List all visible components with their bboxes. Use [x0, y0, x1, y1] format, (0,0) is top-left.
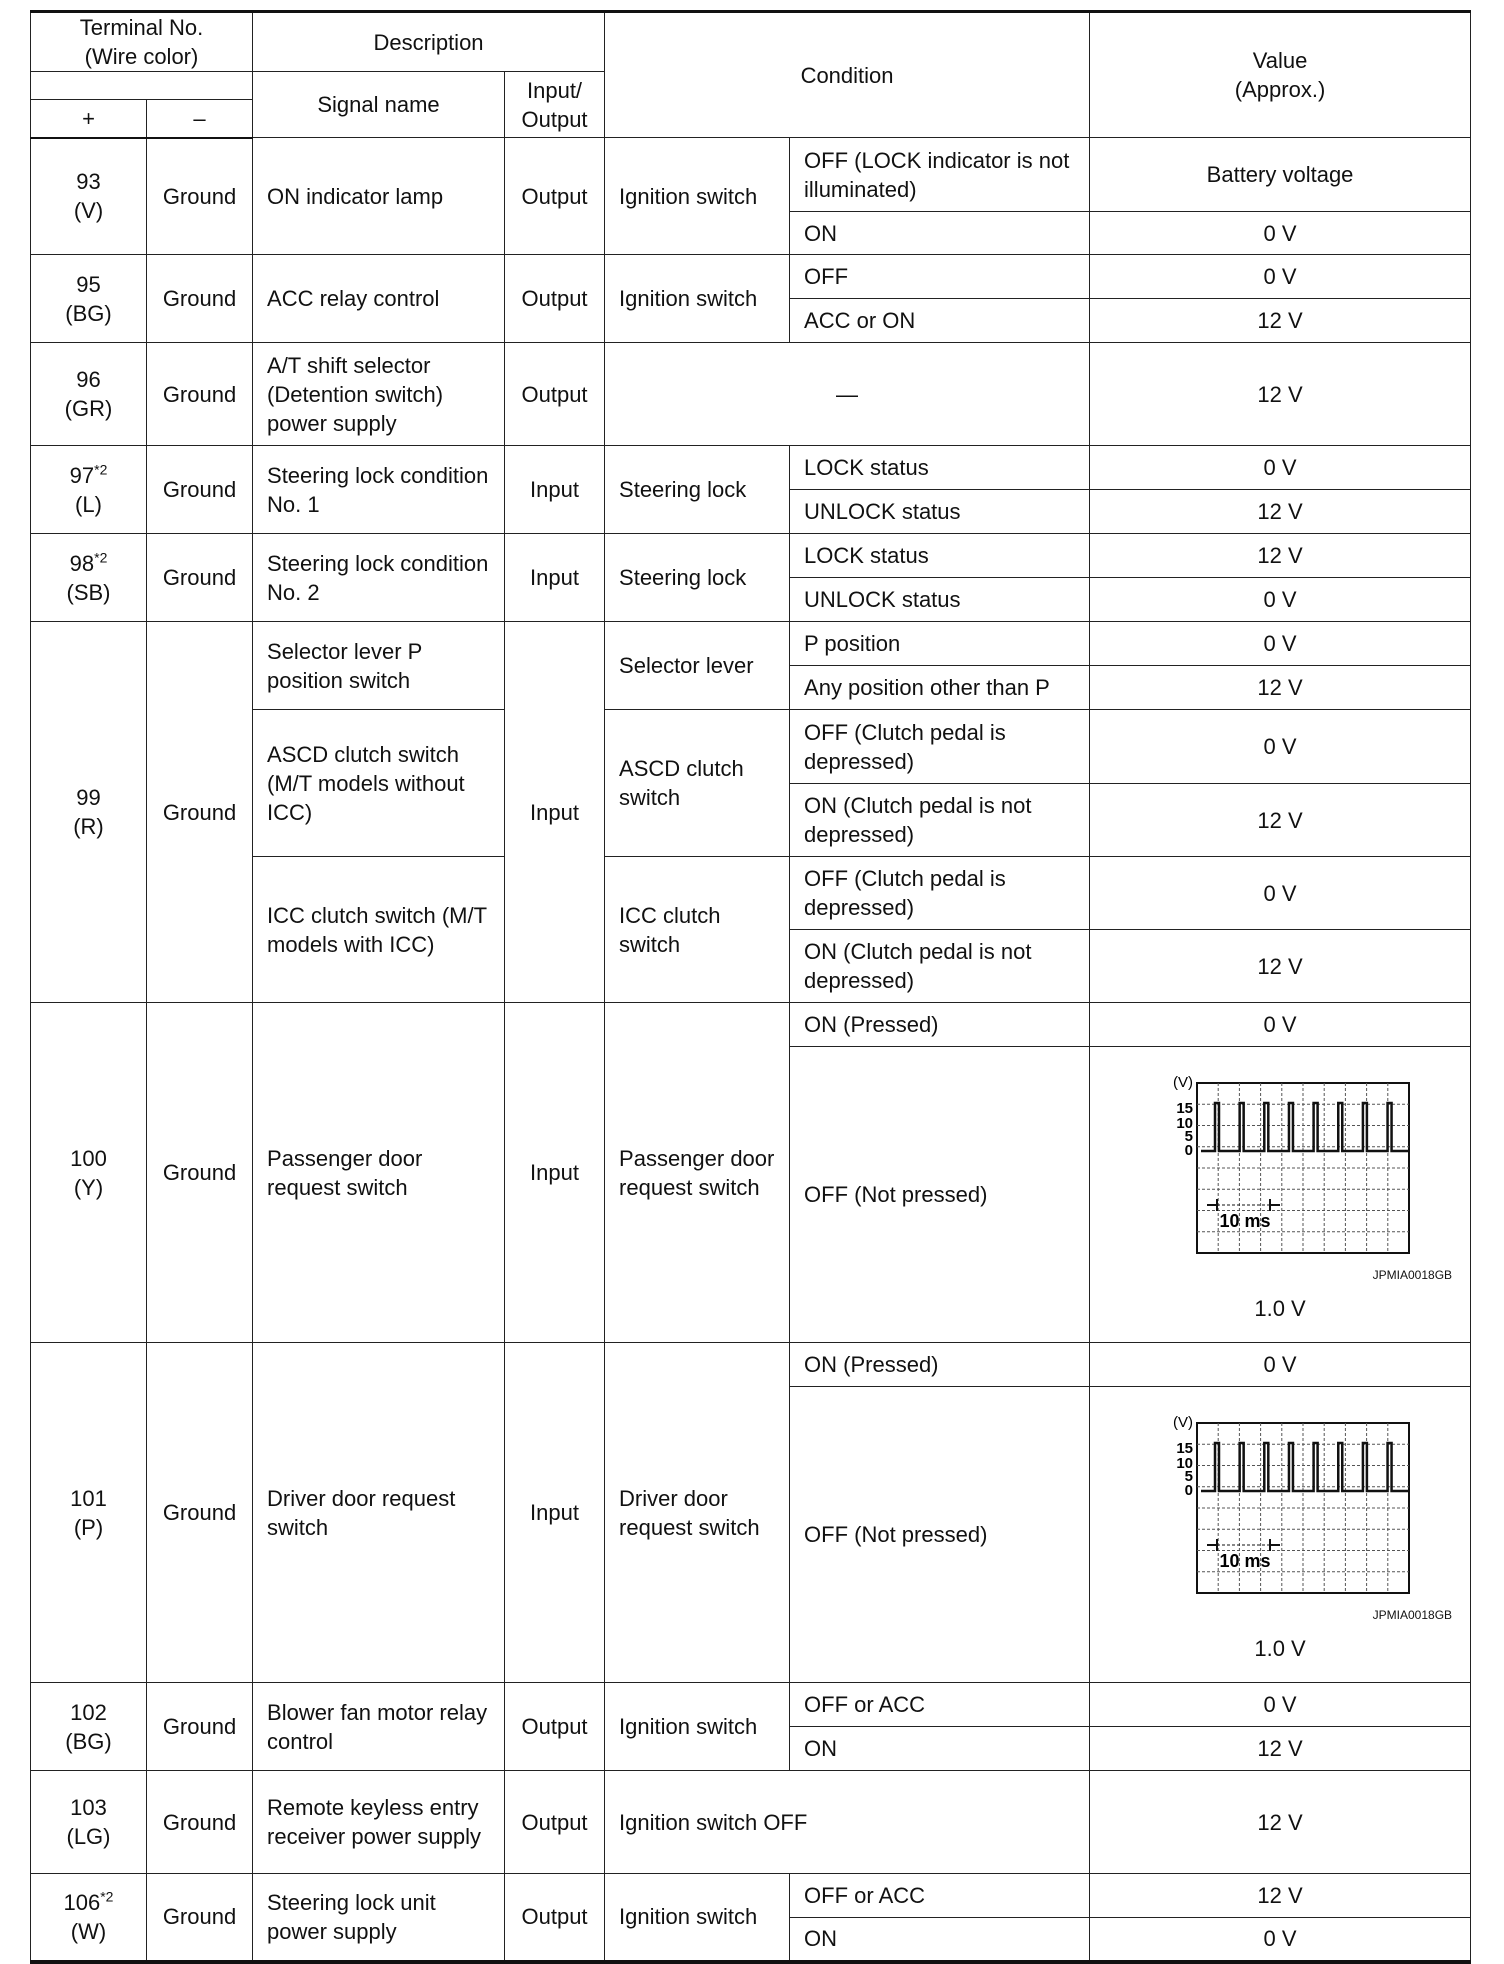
state-99-c1: OFF (Clutch pedal is depressed) — [790, 857, 1090, 930]
state-95-2: ACC or ON — [790, 299, 1090, 343]
io-102: Output — [505, 1683, 605, 1771]
header-value: Value (Approx.) — [1090, 12, 1471, 138]
value-99-a2: 12 V — [1090, 666, 1471, 710]
waveform-y-tick: 5 — [1184, 1467, 1194, 1485]
state-102-1: OFF or ACC — [790, 1683, 1090, 1727]
state-100-2: OFF (Not pressed) — [790, 1047, 1090, 1343]
cond-103: Ignition switch OFF — [605, 1771, 1090, 1874]
state-106-1: OFF or ACC — [790, 1874, 1090, 1918]
terminal-93: 93 (V) — [31, 138, 147, 255]
signal-102: Blower fan motor relay control — [253, 1683, 505, 1771]
value-99-b2: 12 V — [1090, 784, 1471, 857]
ground-93: Ground — [147, 138, 253, 255]
state-97-2: UNLOCK status — [790, 490, 1090, 534]
signal-103: Remote keyless entry receiver power supply — [253, 1771, 505, 1874]
header-terminal: Terminal No. (Wire color) — [31, 12, 253, 72]
value-106-1: 12 V — [1090, 1874, 1471, 1918]
io-100: Input — [505, 1003, 605, 1343]
waveform-trace — [1201, 1103, 1409, 1151]
ground-95: Ground — [147, 255, 253, 343]
cond-93: Ignition switch — [605, 138, 790, 255]
waveform-trace — [1201, 1443, 1409, 1491]
signal-95: ACC relay control — [253, 255, 505, 343]
value-100-1: 0 V — [1090, 1003, 1471, 1047]
header-description: Description — [253, 12, 605, 72]
cond-99-c: ICC clutch switch — [605, 857, 790, 1003]
state-97-1: LOCK status — [790, 446, 1090, 490]
value-101-2 — [1090, 1387, 1471, 1683]
value-106-2: 0 V — [1090, 1918, 1471, 1962]
io-98: Input — [505, 534, 605, 622]
value-99-a1: 0 V — [1090, 622, 1471, 666]
value-95-2: 12 V — [1090, 299, 1471, 343]
value-100-2 — [1090, 1047, 1471, 1343]
signal-96: A/T shift selector (Detention switch) power supply — [253, 343, 505, 446]
waveform-y-tick: 15 — [1176, 1099, 1194, 1117]
waveform-y-tick: 15 — [1176, 1439, 1194, 1457]
state-98-1: LOCK status — [790, 534, 1090, 578]
value-96: 12 V — [1090, 343, 1471, 446]
cond-99-a: Selector lever — [605, 622, 790, 710]
ground-100: Ground — [147, 1003, 253, 1343]
ground-101: Ground — [147, 1343, 253, 1683]
value-97-1: 0 V — [1090, 446, 1471, 490]
waveform-chart — [1135, 1411, 1425, 1601]
signal-99-b: ASCD clutch switch (M/T models without ICC) — [253, 710, 505, 857]
waveform-id: JPMIA0018GB — [1372, 1267, 1453, 1282]
header-condition: Condition — [605, 12, 1090, 138]
cond-102: Ignition switch — [605, 1683, 790, 1771]
cond-95: Ignition switch — [605, 255, 790, 343]
state-101-2: OFF (Not pressed) — [790, 1387, 1090, 1683]
state-102-2: ON — [790, 1727, 1090, 1771]
signal-99-c: ICC clutch switch (M/T models with ICC) — [253, 857, 505, 1003]
io-93: Output — [505, 138, 605, 255]
value-98-1: 12 V — [1090, 534, 1471, 578]
cond-100: Passenger door request switch — [605, 1003, 790, 1343]
signal-106: Steering lock unit power supply — [253, 1874, 505, 1962]
state-93-2: ON — [790, 212, 1090, 255]
signal-98: Steering lock condition No. 2 — [253, 534, 505, 622]
header-input-output: Input/ Output — [505, 72, 605, 138]
io-101: Input — [505, 1343, 605, 1683]
io-99: Input — [505, 622, 605, 1003]
waveform-value: 1.0 V — [1254, 1635, 1306, 1661]
waveform-y-tick: 10 — [1176, 1114, 1194, 1132]
waveform-y-tick: 0 — [1184, 1141, 1194, 1159]
ground-97: Ground — [147, 446, 253, 534]
terminal-95: 95 (BG) — [31, 255, 147, 343]
signal-101: Driver door request switch — [253, 1343, 505, 1683]
terminal-table-page — [30, 10, 1470, 1964]
terminal-100: 100 (Y) — [31, 1003, 147, 1343]
state-99-a2: Any position other than P — [790, 666, 1090, 710]
state-93-1: OFF (LOCK indicator is not illuminated) — [790, 138, 1090, 212]
ground-99: Ground — [147, 622, 253, 1003]
state-99-a1: P position — [790, 622, 1090, 666]
ground-96: Ground — [147, 343, 253, 446]
signal-99-a: Selector lever P position switch — [253, 622, 505, 710]
ground-98: Ground — [147, 534, 253, 622]
cond-97: Steering lock — [605, 446, 790, 534]
io-106: Output — [505, 1874, 605, 1962]
value-102-1: 0 V — [1090, 1683, 1471, 1727]
state-95-1: OFF — [790, 255, 1090, 299]
signal-97: Steering lock condition No. 1 — [253, 446, 505, 534]
io-97: Input — [505, 446, 605, 534]
terminal-102: 102 (BG) — [31, 1683, 147, 1771]
header-minus: – — [147, 100, 253, 138]
value-93-2: 0 V — [1090, 212, 1471, 255]
terminal-96: 96 (GR) — [31, 343, 147, 446]
terminal-99: 99 (R) — [31, 622, 147, 1003]
value-102-2: 12 V — [1090, 1727, 1471, 1771]
terminal-97: 97$^{*2}$ (L) — [31, 446, 147, 534]
header-plus: + — [31, 100, 147, 138]
waveform-y-tick: 5 — [1184, 1127, 1194, 1145]
value-98-2: 0 V — [1090, 578, 1471, 622]
cond-99-b: ASCD clutch switch — [605, 710, 790, 857]
value-99-b1: 0 V — [1090, 710, 1471, 784]
state-99-b1: OFF (Clutch pedal is depressed) — [790, 710, 1090, 784]
value-101-1: 0 V — [1090, 1343, 1471, 1387]
cond-106: Ignition switch — [605, 1874, 790, 1962]
state-101-1: ON (Pressed) — [790, 1343, 1090, 1387]
terminal-101: 101 (P) — [31, 1343, 147, 1683]
state-98-2: UNLOCK status — [790, 578, 1090, 622]
ground-103: Ground — [147, 1771, 253, 1874]
state-106-2: ON — [790, 1918, 1090, 1962]
ground-106: Ground — [147, 1874, 253, 1962]
cond-98: Steering lock — [605, 534, 790, 622]
waveform-y-tick: 10 — [1176, 1454, 1194, 1472]
state-100-1: ON (Pressed) — [790, 1003, 1090, 1047]
value-93-1: Battery voltage — [1090, 138, 1471, 212]
terminal-98: 98$^{*2}$ (SB) — [31, 534, 147, 622]
waveform-id: JPMIA0018GB — [1372, 1607, 1453, 1622]
cond-96: — — [605, 343, 1090, 446]
state-99-b2: ON (Clutch pedal is not depressed) — [790, 784, 1090, 857]
signal-100: Passenger door request switch — [253, 1003, 505, 1343]
io-95: Output — [505, 255, 605, 343]
value-97-2: 12 V — [1090, 490, 1471, 534]
value-99-c2: 12 V — [1090, 930, 1471, 1003]
waveform-y-unit: (V) — [1173, 1413, 1194, 1431]
waveform-time-label: 10 ms — [1219, 1550, 1271, 1571]
io-103: Output — [505, 1771, 605, 1874]
waveform-y-unit: (V) — [1173, 1073, 1194, 1091]
value-99-c1: 0 V — [1090, 857, 1471, 930]
signal-93: ON indicator lamp — [253, 138, 505, 255]
value-95-1: 0 V — [1090, 255, 1471, 299]
waveform-time-label: 10 ms — [1219, 1210, 1271, 1231]
terminal-table — [30, 10, 1471, 1964]
header-signal-name: Signal name — [253, 72, 505, 138]
cond-101: Driver door request switch — [605, 1343, 790, 1683]
ground-102: Ground — [147, 1683, 253, 1771]
waveform-value: 1.0 V — [1254, 1295, 1306, 1321]
terminal-106: 106$^{*2}$ (W) — [31, 1874, 147, 1962]
waveform-chart — [1135, 1071, 1425, 1261]
waveform-y-tick: 0 — [1184, 1481, 1194, 1499]
state-99-c2: ON (Clutch pedal is not depressed) — [790, 930, 1090, 1003]
terminal-103: 103 (LG) — [31, 1771, 147, 1874]
io-96: Output — [505, 343, 605, 446]
value-103: 12 V — [1090, 1771, 1471, 1874]
